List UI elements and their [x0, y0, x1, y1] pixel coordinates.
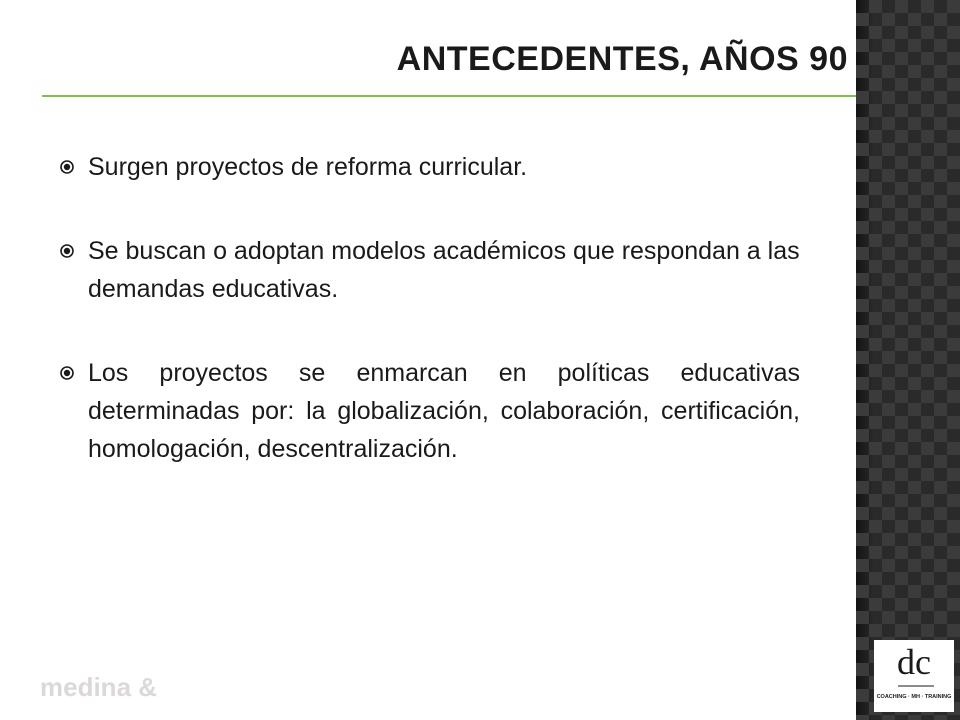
bullet-list — [60, 148, 800, 514]
watermark-text: medina & — [40, 672, 158, 702]
bullet-item — [60, 148, 800, 186]
bullet-item — [60, 232, 800, 308]
radio-dot-icon — [60, 366, 74, 380]
decorative-side-panel — [856, 0, 960, 720]
bullet-item — [60, 354, 800, 468]
radio-dot-icon — [60, 244, 74, 258]
svg-text:dc: dc — [897, 642, 931, 682]
slide-title: ANTECEDENTES, AÑOS 90 — [396, 40, 848, 78]
bullet-text: Los proyectos se enmarcan en políticas educativas determinadas por: la globalización, colaboración, certificación, homologación, descentralización. — [88, 359, 800, 463]
bullet-text: Surgen proyectos de reforma curricular. — [88, 153, 528, 181]
bullet-text: Se buscan o adoptan modelos académicos que respondan a las demandas educativas. — [88, 237, 800, 303]
company-logo — [874, 640, 954, 712]
title-underline — [42, 95, 856, 97]
radio-dot-icon — [60, 160, 74, 174]
svg-text:COACHING · MH · TRAINING: COACHING · MH · TRAINING — [876, 694, 952, 700]
